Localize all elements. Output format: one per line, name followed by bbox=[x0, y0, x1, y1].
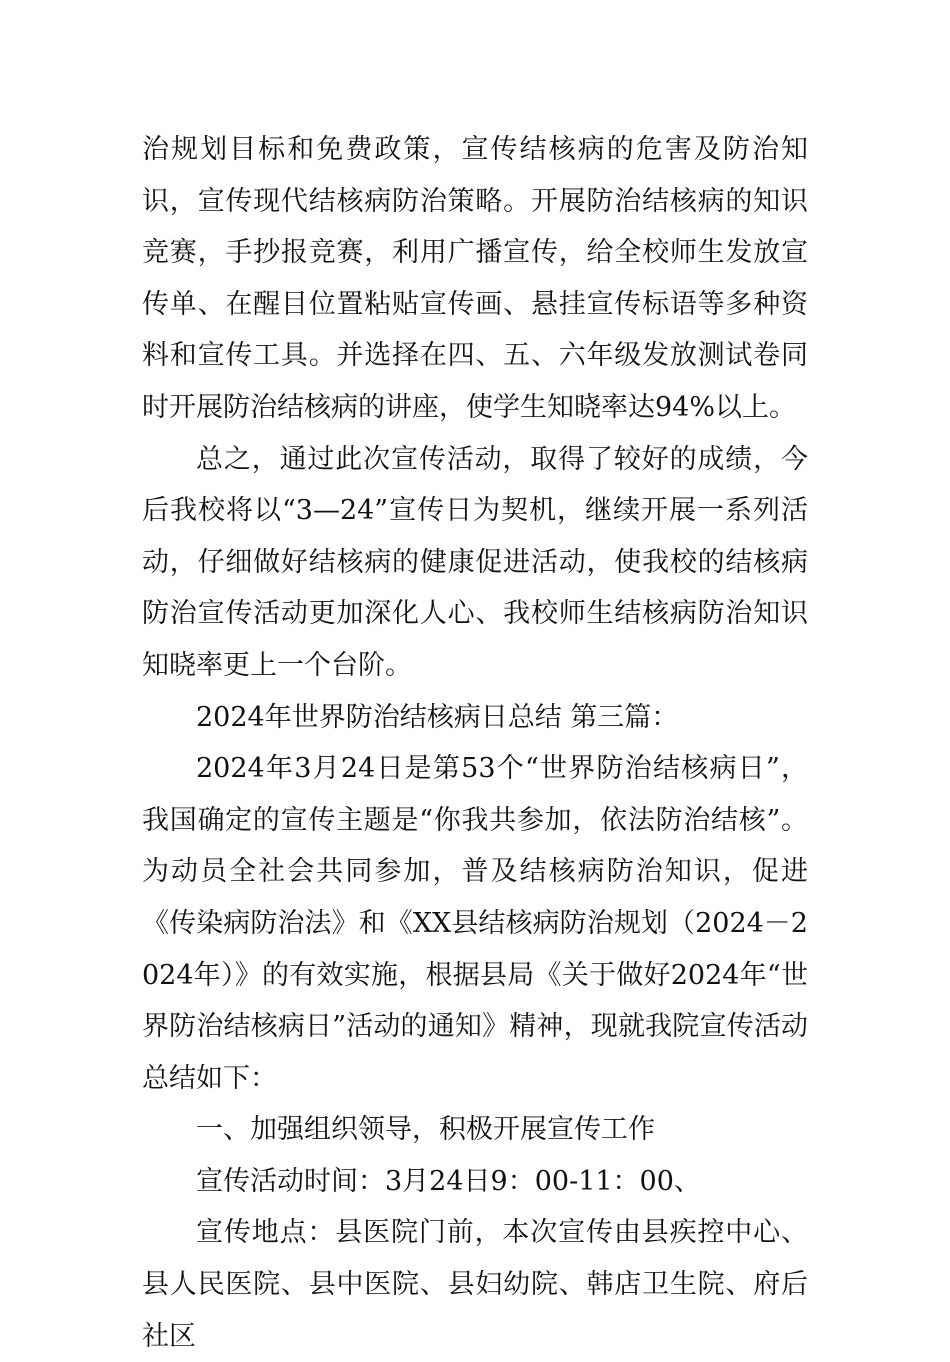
section-heading-one: 一、加强组织领导，积极开展宣传工作 bbox=[196, 1114, 655, 1146]
document-body bbox=[142, 124, 808, 1362]
paragraph-activity-location: 宣传地点：县医院门前，本次宣传由县疾控中心、县人民医院、县中医院、县妇幼院、韩店卫生院、府后社区 bbox=[142, 1217, 808, 1352]
section-title: 2024年世界防治结核病日总结 第三篇： bbox=[196, 701, 679, 733]
paragraph-summary: 总之，通过此次宣传活动，取得了较好的成绩，今后我校将以“3—24”宣传日为契机，继续开展一系列活动，仔细做好结核病的健康促进活动，使我校的结核病防治宣传活动更加深化人心、我校师生结核病防治知识知晓率更上一个台阶。 bbox=[142, 443, 808, 681]
paragraph-continued: 治规划目标和免费政策，宣传结核病的危害及防治知识，宣传现代结核病防治策略。开展防治结核病的知识竞赛，手抄报竞赛，利用广播宣传，给全校师生发放宣传单、在醒目位置粘贴宣传画、悬挂宣传标语等多种资料和宣传工具。并选择在四、五、六年级发放测试卷同时开展防治结核病的讲座，使学生知晓率达94%以上。 bbox=[142, 134, 808, 423]
paragraph-intro: 2024年3月24日是第53个“世界防治结核病日”，我国确定的宣传主题是“你我共参加，依法防治结核”。为动员全社会共同参加，普及结核病防治知识，促进《传染病防治法》和《XX县结核病防治规划（2024－2024年）》的有效实施，根据县局《关于做好2024年“世界防治结核病日”活动的通知》精神，现就我院宣传活动总结如下： bbox=[142, 753, 808, 1094]
paragraph-activity-time: 宣传活动时间：3月24日9：00-11：00、 bbox=[196, 1165, 701, 1197]
